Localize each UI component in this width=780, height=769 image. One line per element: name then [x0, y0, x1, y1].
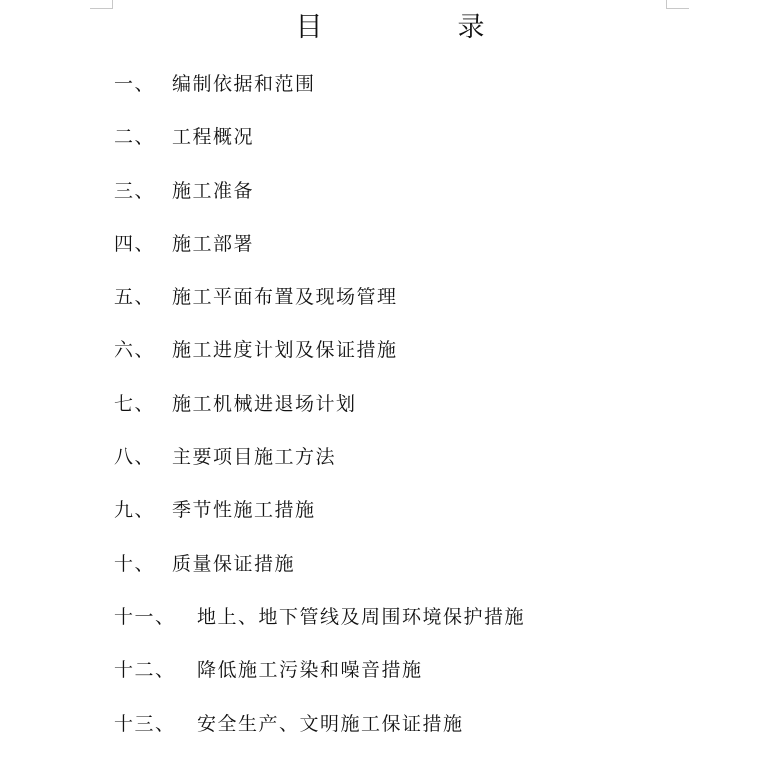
toc-entry-number: 五、 [114, 286, 156, 309]
toc-entry-1[interactable] [0, 65, 780, 118]
toc-entry-3[interactable] [0, 172, 780, 225]
toc-entry-text: 施工进度计划及保证措施 [172, 339, 398, 362]
toc-entry-13[interactable] [0, 705, 780, 758]
toc-entry-number: 六、 [114, 339, 156, 362]
toc-entry-12[interactable] [0, 651, 780, 704]
toc-entry-text: 安全生产、文明施工保证措施 [197, 712, 464, 735]
toc-entry-number: 九、 [114, 499, 156, 522]
toc-entry-5[interactable] [0, 278, 780, 331]
toc-entry-text: 降低施工污染和噪音措施 [197, 659, 423, 682]
toc-entry-6[interactable] [0, 331, 780, 384]
toc-entry-text: 施工平面布置及现场管理 [172, 286, 398, 309]
toc-entry-text: 编制依据和范围 [172, 73, 316, 95]
toc-entry-8[interactable] [0, 438, 780, 491]
toc-entry-2[interactable] [0, 118, 780, 171]
toc-entry-number: 四、 [114, 232, 156, 255]
page-title: 目 录 [295, 12, 539, 43]
toc-entry-7[interactable] [0, 385, 780, 438]
toc-entry-text: 季节性施工措施 [172, 499, 316, 522]
toc-entry-text: 工程概况 [172, 126, 255, 149]
toc-entry-text: 质量保证措施 [172, 552, 296, 575]
toc-entry-10[interactable] [0, 545, 780, 598]
toc-entry-text: 施工准备 [172, 179, 255, 202]
toc-entry-text: 地上、地下管线及周围环境保护措施 [197, 605, 526, 628]
toc-entry-11[interactable] [0, 598, 780, 651]
toc-entry-text: 主要项目施工方法 [172, 446, 337, 469]
toc-entry-number: 一、 [114, 73, 156, 95]
toc-entry-4[interactable] [0, 225, 780, 278]
toc-entry-number: 二、 [114, 126, 156, 149]
toc-entry-text: 施工机械进退场计划 [172, 392, 357, 415]
toc-entry-number: 三、 [114, 179, 156, 202]
toc-entry-number: 十二、 [114, 659, 176, 682]
toc-entry-9[interactable] [0, 491, 780, 544]
toc-entry-number: 十三、 [114, 712, 176, 735]
toc-entry-number: 十、 [114, 552, 156, 575]
toc-entry-number: 八、 [114, 446, 156, 469]
toc-entry-text: 施工部署 [172, 232, 255, 255]
table-of-contents [0, 65, 780, 758]
toc-entry-number: 七、 [114, 392, 156, 415]
toc-entry-number: 十一、 [114, 605, 176, 628]
